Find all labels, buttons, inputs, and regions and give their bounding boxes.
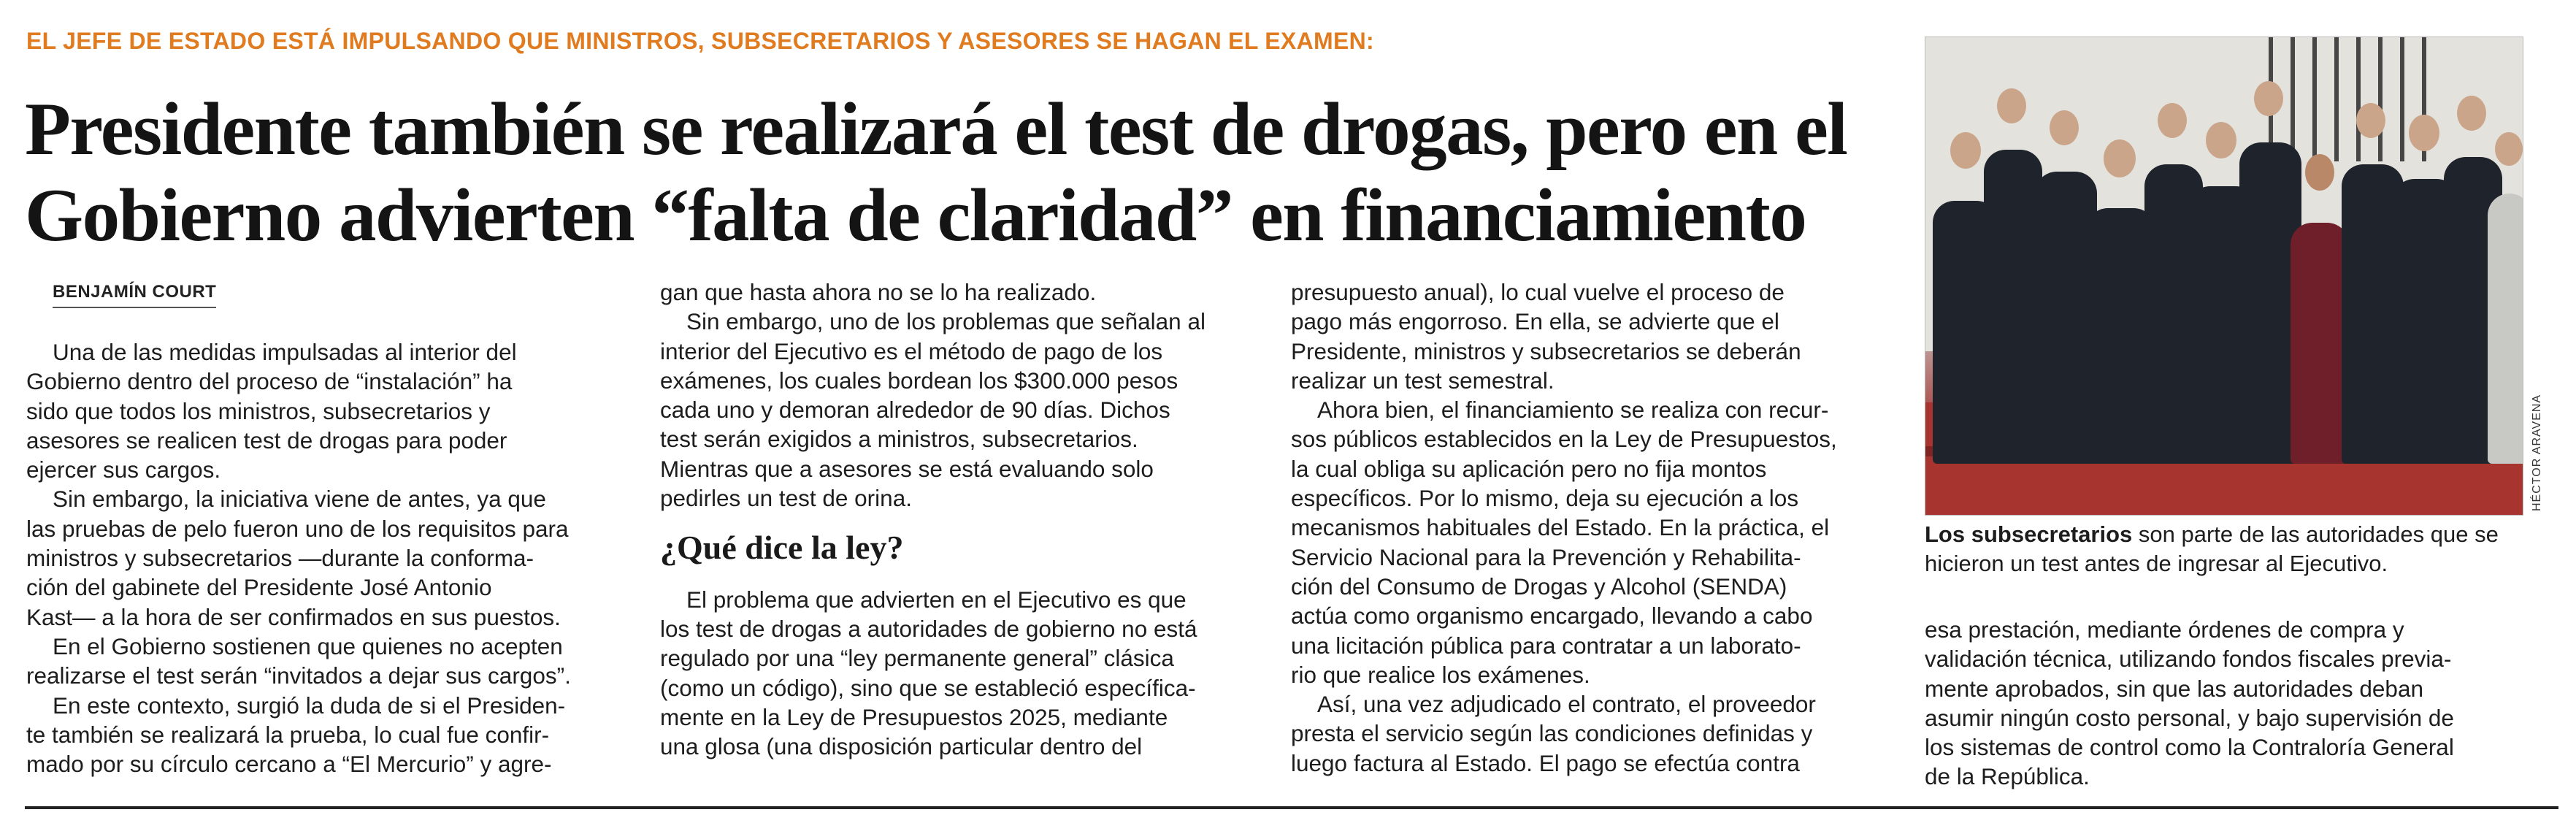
text-line: luego factura al Estado. El pago se efectúa contra bbox=[1291, 749, 1800, 776]
text-line: las pruebas de pelo fueron uno de los requisitos para bbox=[26, 515, 569, 542]
article-column-3 bbox=[1291, 278, 1897, 778]
text-line: mado por su círculo cercano a “El Mercurio” y agre- bbox=[26, 751, 552, 778]
caption-line: hicieron un test antes de ingresar al Ejecutivo. bbox=[1925, 551, 2388, 576]
text-line: rio que realice los exámenes. bbox=[1291, 661, 1590, 688]
text-line: asesores se realicen test de drogas para poder bbox=[26, 426, 507, 454]
text-line: presupuesto anual), lo cual vuelve el proceso de bbox=[1291, 279, 1785, 305]
text-line: ministros y subsecretarios —durante la conforma- bbox=[26, 545, 534, 572]
photo-person-head bbox=[2356, 103, 2385, 138]
caption-line bbox=[1925, 520, 2523, 549]
photo-person-head bbox=[2254, 81, 2283, 116]
photo-person-head bbox=[2158, 103, 2187, 138]
photo-person-head bbox=[2495, 132, 2523, 166]
text-line: sido que todos los ministros, subsecretarios y bbox=[26, 397, 491, 424]
text-line: validación técnica, utilizando fondos fiscales previa- bbox=[1925, 646, 2452, 673]
text-line: actúa como organismo encargado, llevando a cabo bbox=[1291, 602, 1813, 630]
text-line: pago más engorroso. En ella, se advierte que el bbox=[1291, 308, 1779, 335]
text-line: El problema que advierten en el Ejecutivo es que bbox=[686, 586, 1187, 613]
text-line: exámenes, los cuales bordean los $300.000 pesos bbox=[660, 367, 1178, 394]
text-line: Mientras que a asesores se está evaluando solo bbox=[660, 455, 1154, 482]
article-column-1 bbox=[26, 337, 603, 778]
text-line: pedirles un test de orina. bbox=[660, 485, 912, 512]
text-line: asumir ningún costo personal, y bajo supervisión de bbox=[1925, 704, 2454, 731]
text-line: los test de drogas a autoridades de gobierno no está bbox=[660, 615, 1197, 642]
text-line: esa prestación, mediante órdenes de compra y bbox=[1925, 616, 2404, 643]
kicker: EL JEFE DE ESTADO ESTÁ IMPULSANDO QUE MINISTROS, SUBSECRETARIOS Y ASESORES SE HAGAN EL EXAMEN: bbox=[26, 28, 1374, 54]
photo-person-head bbox=[2206, 122, 2236, 158]
section-subhead: ¿Qué dice la ley? bbox=[660, 529, 904, 567]
text-line: una licitación pública para contratar a un laborato- bbox=[1291, 632, 1801, 659]
photo-person-head bbox=[2409, 115, 2439, 151]
text-line: interior del Ejecutivo es el método de pago de los bbox=[660, 337, 1163, 364]
text-line: (como un código), sino que se estableció específica- bbox=[660, 674, 1196, 701]
text-line: Servicio Nacional para la Prevención y Rehabilita- bbox=[1291, 543, 1801, 570]
text-line: Kast— a la hora de ser confirmados en sus puestos. bbox=[26, 603, 561, 630]
photo-person-head bbox=[1950, 132, 1981, 169]
photo-person-head bbox=[1997, 88, 2026, 123]
text-line: específicos. Por lo mismo, deja su ejecución a los bbox=[1291, 485, 1799, 512]
text-line: una glosa (una disposición particular dentro del bbox=[660, 733, 1143, 760]
photo-person bbox=[2291, 223, 2349, 464]
text-line: gan que hasta ahora no se lo ha realizado. bbox=[660, 279, 1097, 305]
caption-text: son parte de las autoridades que se bbox=[2132, 521, 2499, 547]
text-line: te también se realizará la prueba, lo cual fue confir- bbox=[26, 721, 550, 748]
photo-person-head bbox=[2305, 154, 2334, 191]
text-line: los sistemas de control como la Contraloría General bbox=[1925, 734, 2454, 761]
text-line: Sin embargo, la iniciativa viene de antes, ya que bbox=[53, 486, 546, 513]
photo-person-head bbox=[2104, 139, 2136, 177]
photo-credit: HÉCTOR ARAVENA bbox=[2531, 394, 2543, 511]
text-line: cada uno y demoran alrededor de 90 días. Dichos bbox=[660, 397, 1170, 424]
caption-bold: Los subsecretarios bbox=[1925, 521, 2133, 547]
photo-person-head bbox=[2457, 96, 2486, 131]
photo-caption bbox=[1925, 520, 2523, 578]
text-line: la cual obliga su aplicación pero no fija montos bbox=[1291, 455, 1767, 482]
headline-line-2: Gobierno advierten “falta de claridad” en financiamiento bbox=[25, 174, 1806, 257]
text-line: Ahora bien, el financiamiento se realiza con recur- bbox=[1317, 397, 1829, 424]
text-line: Presidente, ministros y subsecretarios se deberán bbox=[1291, 337, 1801, 364]
text-line: realizar un test semestral. bbox=[1291, 367, 1555, 394]
text-line: mente en la Ley de Presupuestos 2025, mediante bbox=[660, 703, 1168, 730]
photo-person-head bbox=[2050, 110, 2079, 145]
photo-person bbox=[2488, 194, 2523, 464]
article-column-2 bbox=[660, 278, 1259, 761]
text-line: En el Gobierno sostienen que quienes no acepten bbox=[53, 632, 563, 659]
headline-line-1: Presidente también se realizará el test de drogas, pero en el bbox=[25, 88, 1847, 171]
text-line: realizarse el test serán “invitados a dejar sus cargos”. bbox=[26, 662, 571, 689]
text-line: sos públicos establecidos en la Ley de Presupuestos, bbox=[1291, 426, 1837, 453]
text-line: En este contexto, surgió la duda de si el Presiden- bbox=[53, 692, 566, 719]
text-line: ción del Consumo de Drogas y Alcohol (SENDA) bbox=[1291, 573, 1787, 600]
text-line: Así, una vez adjudicado el contrato, el proveedor bbox=[1317, 691, 1816, 718]
text-line: ejercer sus cargos. bbox=[26, 456, 221, 483]
bottom-rule bbox=[25, 806, 2558, 809]
article-column-4 bbox=[1925, 615, 2531, 792]
text-line: mente aprobados, sin que las autoridades deban bbox=[1925, 675, 2423, 702]
text-line: regulado por una “ley permanente general” clásica bbox=[660, 645, 1174, 672]
text-line: Una de las medidas impulsadas al interior del bbox=[53, 339, 517, 365]
text-line: test serán exigidos a ministros, subsecretarios. bbox=[660, 426, 1138, 453]
text-line: Gobierno dentro del proceso de “instalación” ha bbox=[26, 368, 513, 395]
text-line: Sin embargo, uno de los problemas que señalan al bbox=[686, 308, 1205, 335]
byline: BENJAMÍN COURT bbox=[53, 282, 216, 308]
text-line: mecanismos habituales del Estado. En la práctica, el bbox=[1291, 514, 1830, 541]
text-line: de la República. bbox=[1925, 763, 2090, 790]
text-line: ción del gabinete del Presidente José Antonio bbox=[26, 574, 492, 601]
news-photo bbox=[1925, 37, 2523, 516]
photo-person bbox=[1984, 150, 2042, 464]
headline bbox=[25, 86, 1909, 259]
text-line: presta el servicio según las condiciones definidas y bbox=[1291, 720, 1813, 747]
